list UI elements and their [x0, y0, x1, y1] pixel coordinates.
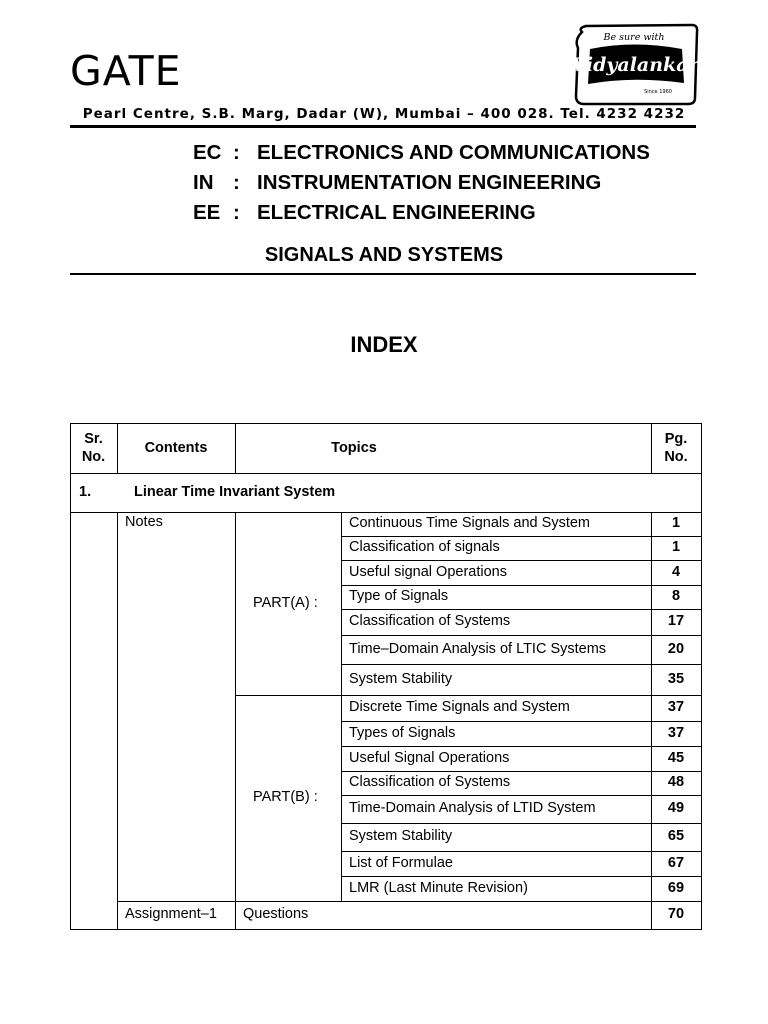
topic-row-divider: [341, 771, 701, 772]
topic-title: Time–Domain Analysis of LTIC Systems: [349, 641, 607, 657]
topic-row-divider: [341, 635, 701, 636]
svg-text:Since 1960: Since 1960: [644, 89, 672, 95]
index-heading: INDEX: [350, 332, 418, 357]
topic-row-divider: [341, 823, 701, 824]
body-col-divider: [117, 512, 118, 929]
index-table: [70, 423, 702, 930]
body-col-divider: [235, 512, 236, 929]
topic-page: 65: [667, 828, 685, 844]
topic-row-divider: [341, 721, 701, 722]
topic-page: 48: [667, 774, 685, 790]
topic-title: Classification of Systems: [349, 613, 511, 629]
topic-page: 67: [667, 855, 685, 871]
topic-row-divider: [341, 851, 701, 852]
svg-text:Vidyalankar: Vidyalankar: [571, 54, 699, 76]
body-col-divider: [341, 512, 342, 901]
topic-page: 37: [667, 725, 685, 741]
topic-page: 1: [671, 515, 681, 531]
assignment-page: 70: [667, 906, 685, 922]
topic-row-divider: [341, 536, 701, 537]
topic-page: 4: [671, 564, 681, 580]
table-border-right: [701, 423, 702, 930]
topic-row-divider: [341, 560, 701, 561]
gate-logo: [70, 48, 194, 90]
branch-separator: :: [233, 201, 240, 224]
subject-title: SIGNALS AND SYSTEMS: [264, 244, 504, 266]
table-border-left: [70, 423, 71, 930]
branch-name: ELECTRONICS AND COMMUNICATIONS: [257, 141, 650, 164]
branch-code: EE: [193, 201, 221, 224]
assignment-row-divider: [235, 901, 341, 902]
topic-title: Types of Signals: [349, 725, 456, 741]
table-border-bottom: [70, 929, 702, 930]
topic-page: 8: [671, 588, 681, 604]
header-divider: [70, 125, 696, 128]
branch-separator: :: [233, 171, 240, 194]
section-row-divider: [70, 512, 702, 513]
assignment-label: Assignment–1: [125, 906, 217, 922]
part-b-label: PART(B) :: [253, 789, 318, 805]
header-contents: Contents: [144, 440, 208, 456]
topic-page: 17: [667, 613, 685, 629]
subject-divider: [70, 273, 696, 275]
branch-separator: :: [233, 141, 240, 164]
part-divider: [235, 695, 341, 696]
branch-code: EC: [193, 141, 222, 164]
topic-row-divider: [341, 901, 701, 902]
topic-page: 69: [667, 880, 685, 896]
section-number: 1.: [79, 484, 92, 500]
topic-page: 35: [667, 671, 685, 687]
topic-title: Classification of signals: [349, 539, 500, 555]
branch-name: ELECTRICAL ENGINEERING: [257, 201, 536, 224]
section-title: Linear Time Invariant System: [134, 484, 336, 500]
institute-address: Pearl Centre, S.B. Marg, Dadar (W), Mumbai – 400 028. Tel. 4232 4232: [82, 106, 686, 122]
branch-list: [193, 138, 650, 228]
branch-name: INSTRUMENTATION ENGINEERING: [257, 171, 602, 194]
topic-row-divider: [341, 876, 701, 877]
topic-title: LMR (Last Minute Revision): [349, 880, 528, 896]
topic-title: Useful Signal Operations: [349, 750, 510, 766]
branch-ee: [193, 198, 650, 228]
assignment-topic: Questions: [243, 906, 309, 922]
topic-row-divider: [341, 664, 701, 665]
branch-ec: [193, 138, 650, 168]
svg-text:Be sure with: Be sure with: [603, 32, 665, 43]
topic-title: Useful signal Operations: [349, 564, 507, 580]
topic-page: 20: [667, 641, 685, 657]
table-border-top: [70, 423, 702, 424]
topic-title: Discrete Time Signals and System: [349, 699, 570, 715]
topic-title: Type of Signals: [349, 588, 449, 604]
topic-row-divider: [341, 746, 701, 747]
topic-page: 45: [667, 750, 685, 766]
topic-row-divider: [341, 609, 701, 610]
topic-title: Classification of Systems: [349, 774, 511, 790]
topic-page: 1: [671, 539, 681, 555]
svg-text:GATE: GATE: [70, 48, 182, 90]
branch-in: [193, 168, 650, 198]
part-a-label: PART(A) :: [253, 595, 318, 611]
header-row-divider: [70, 473, 702, 474]
topic-title: System Stability: [349, 828, 453, 844]
topic-page: 37: [667, 699, 685, 715]
vidyalankar-logo: [568, 22, 700, 106]
topic-title: Continuous Time Signals and System: [349, 515, 590, 531]
assignment-row-divider: [117, 901, 235, 902]
topic-page: 49: [667, 800, 685, 816]
topic-title: List of Formulae: [349, 855, 453, 871]
topic-row-divider: [341, 795, 701, 796]
topic-row-divider: [341, 695, 701, 696]
branch-code: IN: [193, 171, 214, 194]
topic-title: Time-Domain Analysis of LTID System: [349, 800, 596, 816]
header-pg-no: Pg. No.: [664, 431, 688, 465]
topic-title: System Stability: [349, 671, 453, 687]
header-sr-no: Sr. No.: [81, 431, 106, 465]
contents-notes: Notes: [125, 514, 163, 530]
topic-row-divider: [341, 585, 701, 586]
header-topics: Topics: [331, 440, 377, 456]
